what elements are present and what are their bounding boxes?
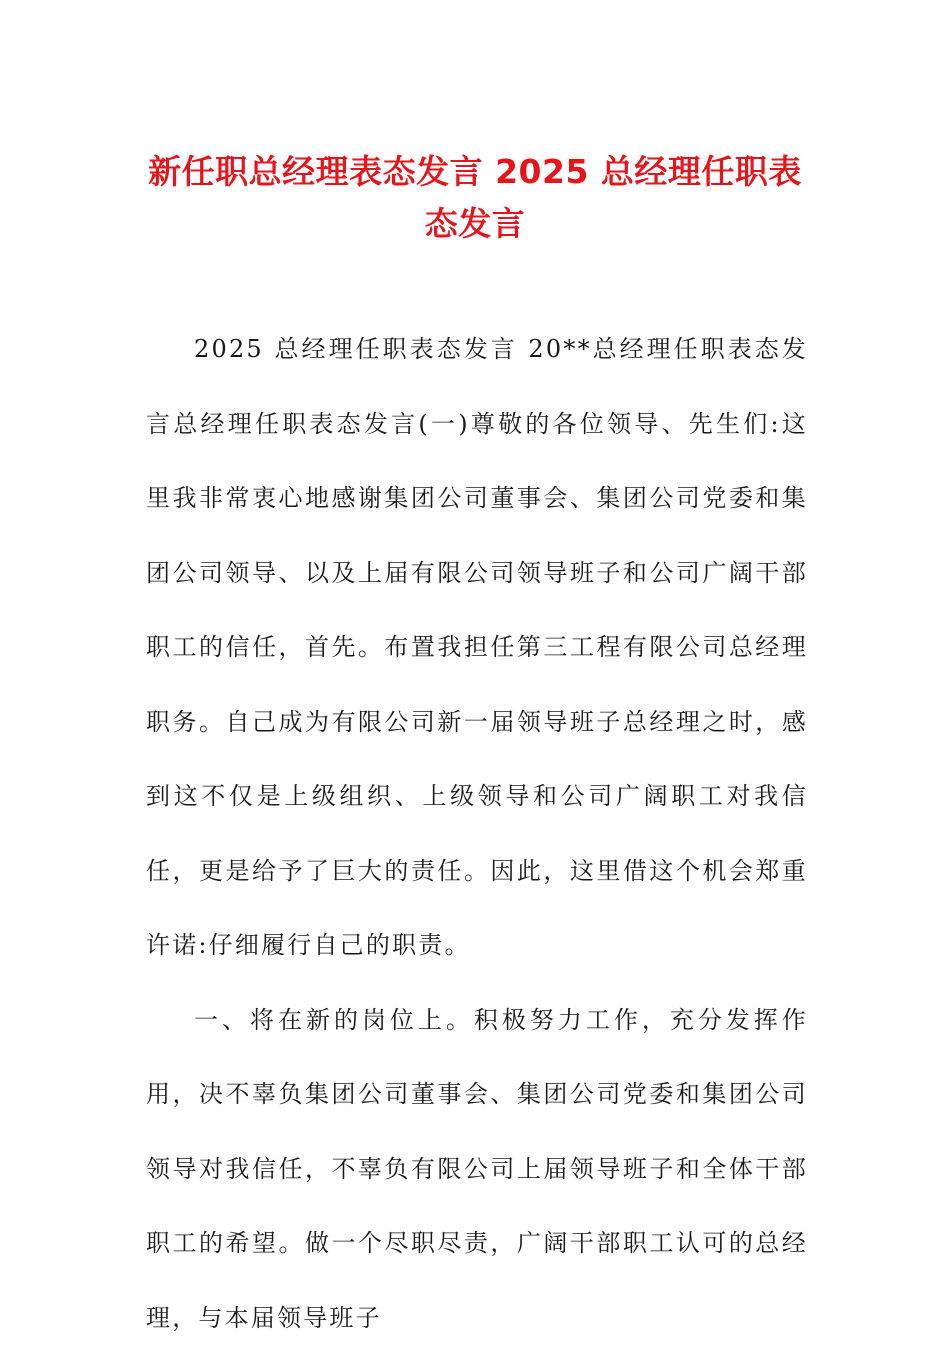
document-body [146, 312, 808, 1355]
body-paragraph-2: 一、将在新的岗位上。积极努力工作，充分发挥作用，决不辜负集团公司董事会、集团公司党委和集团公司领导对我信任，不辜负有限公司上届领导班子和全体干部职工的希望。做一个尽职尽责，广阔干部职工认可的总经理，与本届领导班子 [146, 983, 808, 1355]
document-title: 新任职总经理表态发言 2025 总经理任职表态发言 [140, 146, 810, 250]
body-paragraph-1: 2025 总经理任职表态发言 20**总经理任职表态发言总经理任职表态发言(一)尊敬的各位领导、先生们:这里我非常衷心地感谢集团公司董事会、集团公司党委和集团公司领导、以及上届有限公司领导班子和公司广阔干部职工的信任，首先。布置我担任第三工程有限公司总经理职务。自己成为有限公司新一届领导班子总经理之时，感到这不仅是上级组织、上级领导和公司广阔职工对我信任，更是给予了巨大的责任。因此，这里借这个机会郑重许诺:仔细履行自己的职责。 [146, 312, 808, 983]
